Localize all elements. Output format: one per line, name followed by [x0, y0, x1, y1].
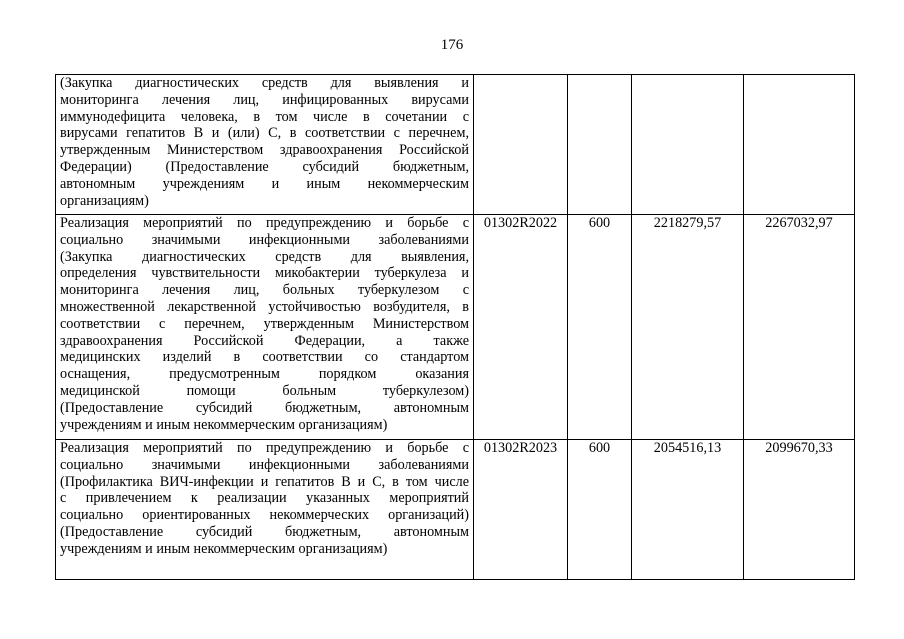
row-target-code: 01302R2022	[474, 215, 568, 440]
row-amount-2: 2267032,97	[744, 215, 855, 440]
description-line: утвержденным Министерством здравоохранения Российской	[60, 142, 469, 159]
description-line: соответствии с перечнем, утвержденным Министерством	[60, 315, 469, 332]
description-line: определения чувствительности микобактерии туберкулеза и	[60, 265, 469, 282]
description-line: здравоохранения Российской Федерации, а также	[60, 332, 469, 349]
description-line: Реализация мероприятий по предупреждению и борьбе с	[60, 440, 469, 456]
description-line: с привлечением к реализации указанных мероприятий	[60, 490, 469, 507]
row-target-code	[474, 75, 568, 215]
description-line: социально значимыми инфекционными заболеваниями	[60, 456, 469, 473]
description-line: (Предоставление субсидий бюджетным, автономным	[60, 399, 469, 416]
description-line: (Профилактика ВИЧ-инфекции и гепатитов В и С, в том числе	[60, 473, 469, 490]
description-line: мониторинга лечения лиц, инфицированных вирусами	[60, 91, 469, 108]
row-amount-1: 2218279,57	[632, 215, 744, 440]
row-expense-type: 600	[568, 215, 632, 440]
row-amount-1	[632, 75, 744, 215]
description-line: учреждениям и иным некоммерческим организациям)	[60, 540, 388, 557]
table-row	[56, 75, 855, 215]
row-description	[56, 75, 474, 215]
description-line: (Закупка диагностических средств для выявления,	[60, 248, 469, 265]
row-expense-type: 600	[568, 440, 632, 580]
description-line: вирусами гепатитов В и (или) С, в соответствии с перечнем,	[60, 125, 469, 142]
row-amount-1: 2054516,13	[632, 440, 744, 580]
row-amount-2: 2099670,33	[744, 440, 855, 580]
description-line: иммунодефицита человека, в том числе в сочетании с	[60, 108, 469, 125]
description-line: медицинской помощи больным туберкулезом)	[60, 382, 469, 399]
description-line: (Предоставление субсидий бюджетным, автономным	[60, 523, 469, 540]
description-line: мониторинга лечения лиц, больных туберкулезом с	[60, 282, 469, 299]
description-line: учреждениям и иным некоммерческим организациям)	[60, 416, 388, 433]
table-row	[56, 440, 855, 580]
description-line: медицинских изделий в соответствии со стандартом	[60, 349, 469, 366]
description-line: организациям)	[60, 192, 149, 209]
page-number: 176	[440, 37, 464, 53]
row-amount-2	[744, 75, 855, 215]
description-line: (Закупка диагностических средств для выявления и	[60, 75, 469, 91]
table-row	[56, 215, 855, 440]
description-line: Реализация мероприятий по предупреждению и борьбе с	[60, 215, 469, 231]
description-line: Федерации) (Предоставление субсидий бюджетным,	[60, 158, 469, 175]
description-line: социально значимыми инфекционными заболеваниями	[60, 231, 469, 248]
row-description	[56, 440, 474, 580]
description-line: множественной лекарственной устойчивостью возбудителя, в	[60, 298, 469, 315]
row-description	[56, 215, 474, 440]
description-line: оснащения, предусмотренным порядком оказания	[60, 366, 469, 383]
budget-table	[55, 74, 855, 580]
description-line: автономным учреждениям и иным некоммерческим	[60, 175, 469, 192]
row-expense-type	[568, 75, 632, 215]
row-target-code: 01302R2023	[474, 440, 568, 580]
description-line: социально ориентированных некоммерческих организаций)	[60, 507, 469, 524]
